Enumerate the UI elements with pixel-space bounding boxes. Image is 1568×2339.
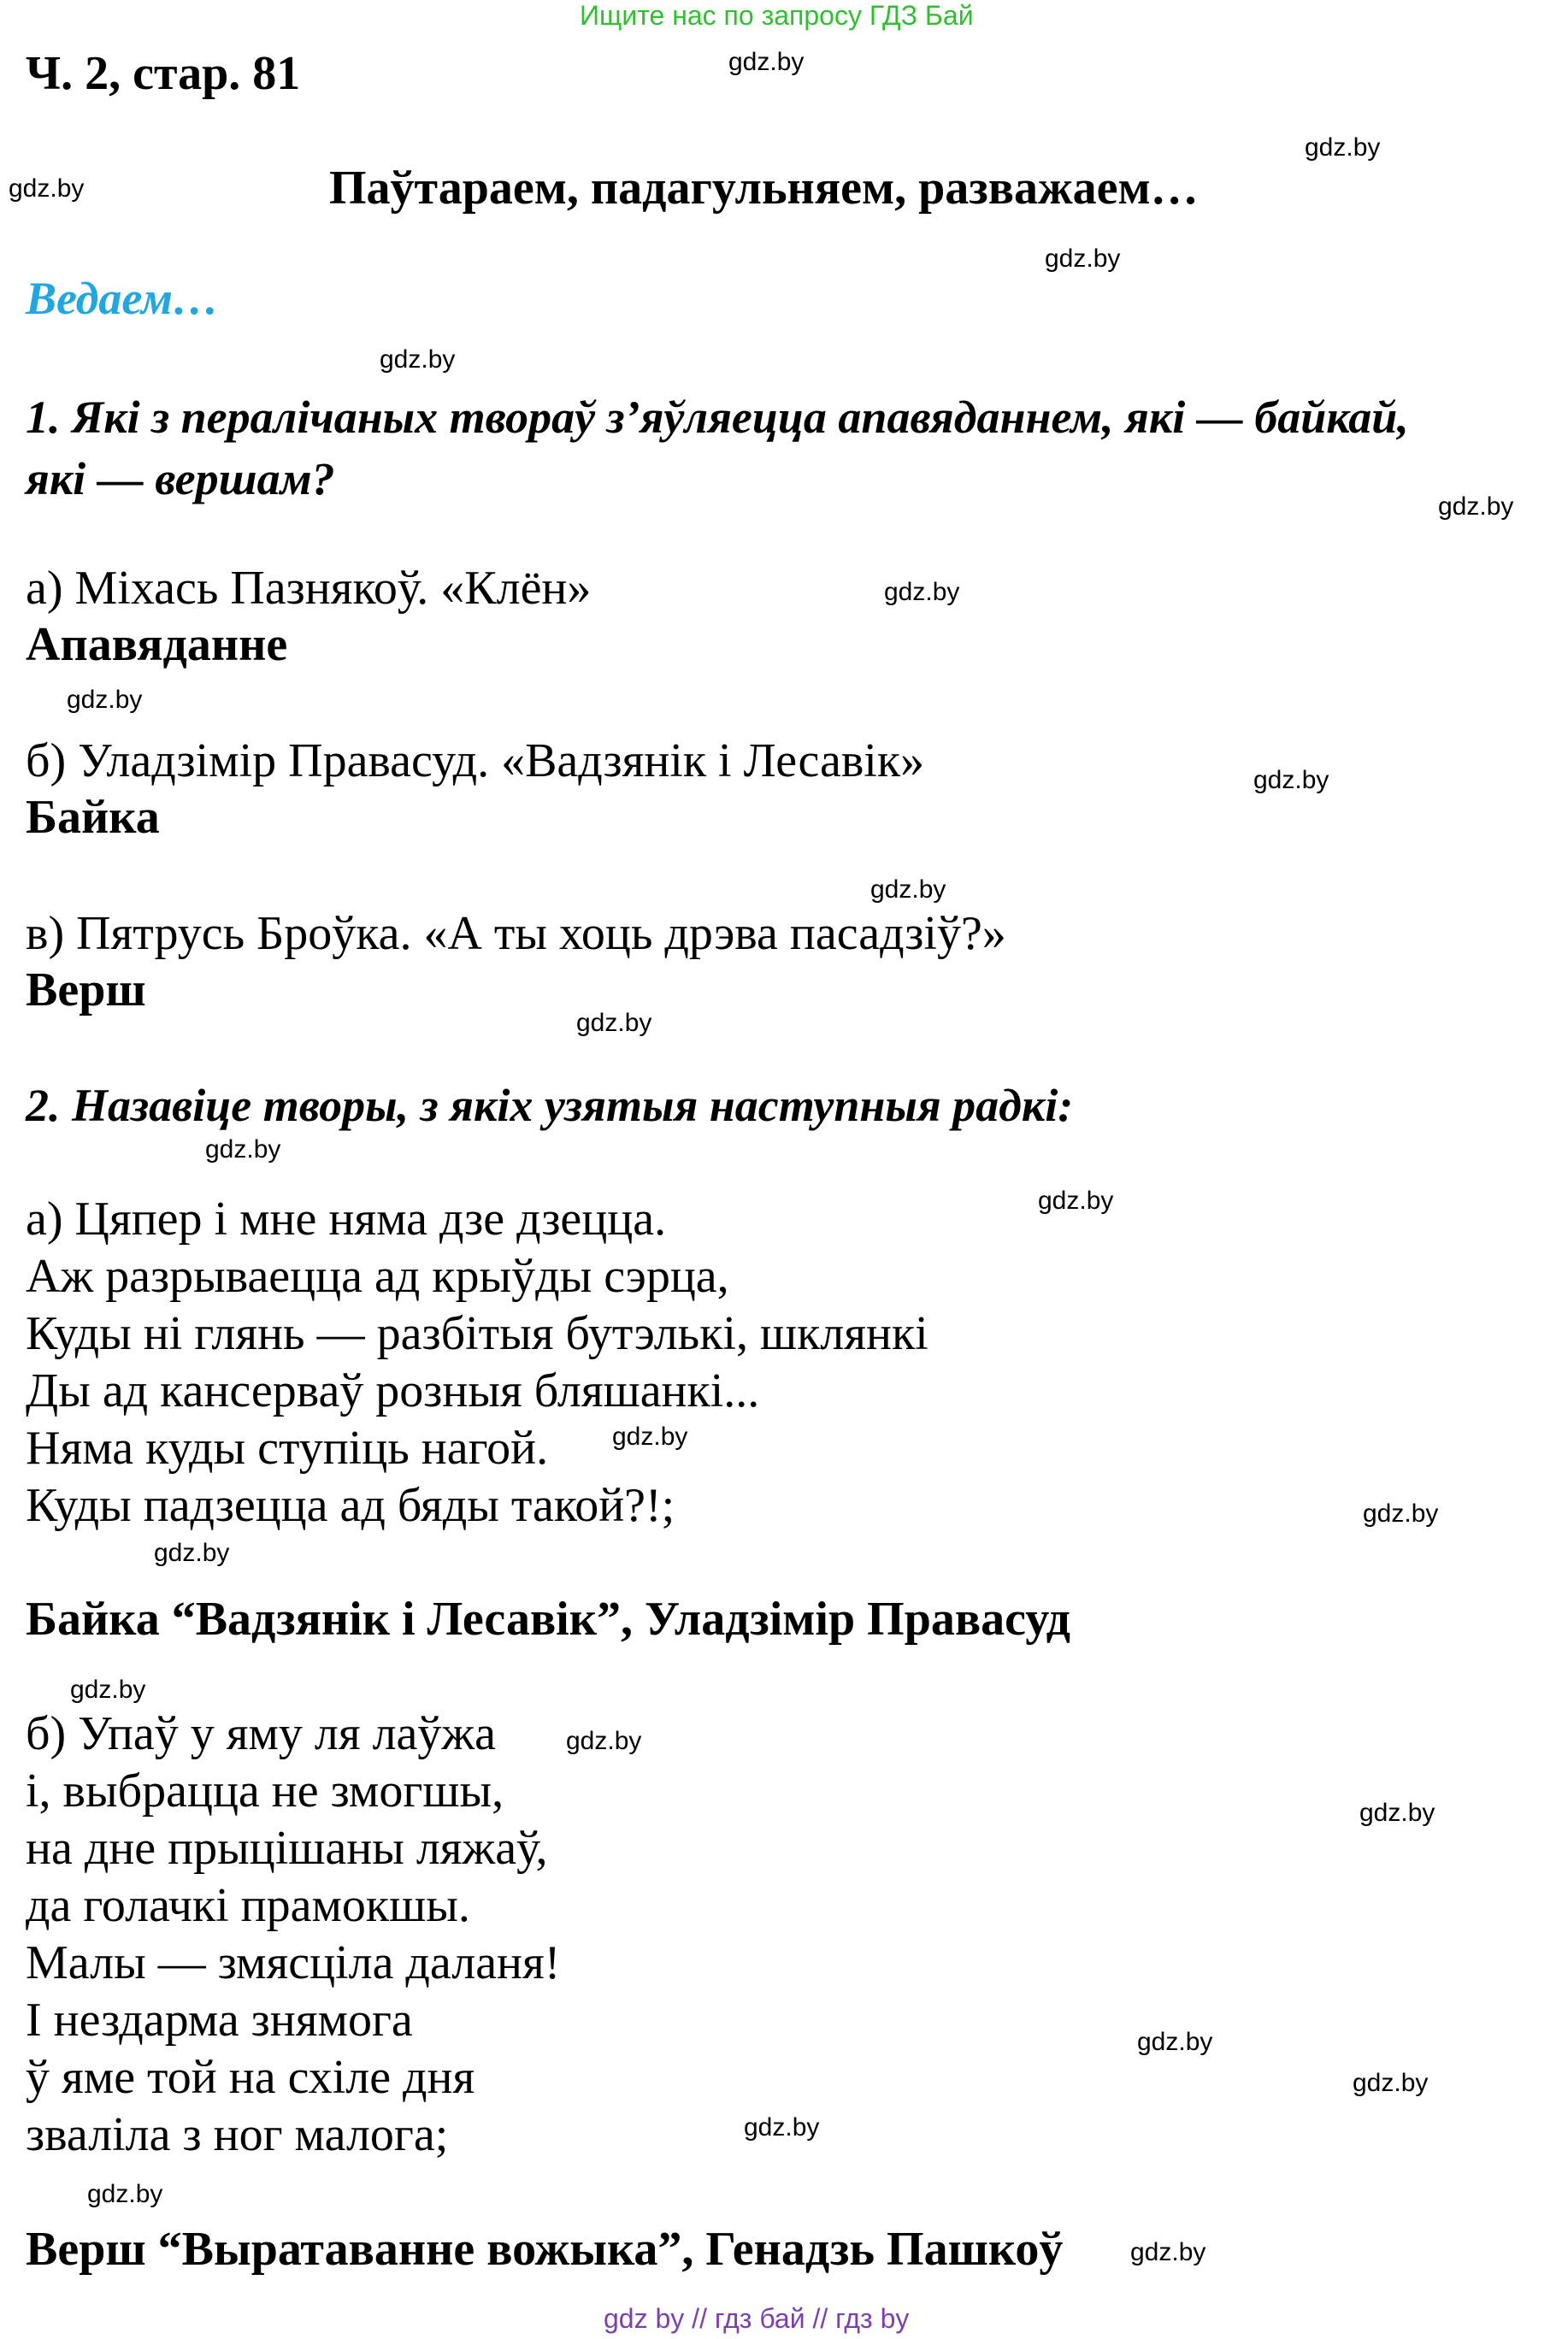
q1-answer-b: Байка [26,791,160,844]
watermark: gdz.by [1353,2069,1429,2097]
watermark: gdz.by [70,1676,146,1704]
poem-b-line-6: І нездарма знямога [26,1994,413,2047]
poem-b-line-5: Малы — змясціла даланя! [26,1936,561,1989]
page-number: Ч. 2, стар. 81 [26,47,301,100]
watermark: gdz.by [728,48,805,76]
watermark: gdz.by [154,1539,230,1567]
poem-b-line-3: на дне прыцішаны ляжаў, [26,1822,548,1875]
poem-b-line-7: ў яме той на схіле дня [26,2051,475,2104]
watermark: gdz.by [576,1009,652,1037]
poem-a-line-2: Аж разрываецца ад крыўды сэрца, [26,1250,729,1303]
question-1-line-1: 1. Які з пералічаных твораў з’яўляецца апавяданнем, які — байкай, [26,392,1409,443]
poem-b-line-8: зваліла з ног малога; [26,2108,449,2161]
subheading: Ведаем… [26,273,220,324]
section-title: Паўтараем, падагульняем, разважаем… [329,162,1199,215]
top-banner[interactable]: Ищите нас по запросу ГДЗ Бай [580,0,974,31]
question-2: 2. Назавіце творы, з якіх узятыя наступныя радкі: [26,1080,1074,1131]
watermark: gdz.by [9,174,85,203]
poem-a-line-6: Куды падзецца ад бяды такой?!; [26,1479,675,1532]
watermark: gdz.by [67,686,143,714]
poem-a-line-5: Няма куды ступіць нагой. [26,1422,549,1475]
watermark: gdz.by [1305,133,1381,162]
watermark: gdz.by [612,1423,688,1451]
watermark: gdz.by [1130,2238,1206,2266]
answer-a: Байка “Вадзянік і Лесавік”, Уладзімір Правасуд [26,1593,1070,1646]
answer-b: Верш “Выратаванне вожыка”, Генадзь Пашкоў [26,2223,1064,2276]
watermark: gdz.by [1359,1799,1435,1827]
watermark: gdz.by [380,345,456,374]
poem-b-line-2: і, выбрацца не змогшы, [26,1765,504,1818]
watermark: gdz.by [205,1135,281,1164]
watermark: gdz.by [870,875,946,904]
poem-b-line-1: б) Упаў у яму ля лаўжа [26,1707,496,1760]
q1-answer-a: Апавяданне [26,618,288,671]
bottom-banner[interactable]: gdz by // гдз бай // гдз by [604,2303,910,2334]
q1-item-b: б) Уладзімір Правасуд. «Вадзянік і Лесавік» [26,734,925,787]
watermark: gdz.by [744,2113,820,2142]
q1-item-a: а) Міхась Пазнякоў. «Клён» [26,562,592,615]
poem-a-line-4: Ды ад кансерваў розныя бляшанкі... [26,1364,760,1417]
watermark: gdz.by [1045,245,1121,273]
watermark: gdz.by [1137,2028,1213,2056]
q1-item-c: в) Пятрусь Броўка. «А ты хоць дрэва пасадзіў?» [26,907,1006,960]
watermark: gdz.by [884,578,960,606]
poem-b-line-4: да голачкі прамокшы. [26,1879,470,1932]
watermark: gdz.by [87,2180,163,2208]
poem-a-line-3: Куды ні глянь — разбітыя бутэлькі, шклянкі [26,1307,928,1360]
watermark: gdz.by [1253,766,1329,794]
q1-answer-c: Верш [26,963,146,1016]
watermark: gdz.by [566,1727,642,1755]
poem-a-line-1: а) Цяпер і мне няма дзе дзецца. [26,1193,667,1246]
watermark: gdz.by [1038,1187,1114,1215]
question-1-line-2: які — вершам? [26,453,335,504]
watermark: gdz.by [1363,1499,1439,1528]
watermark: gdz.by [1438,492,1514,521]
